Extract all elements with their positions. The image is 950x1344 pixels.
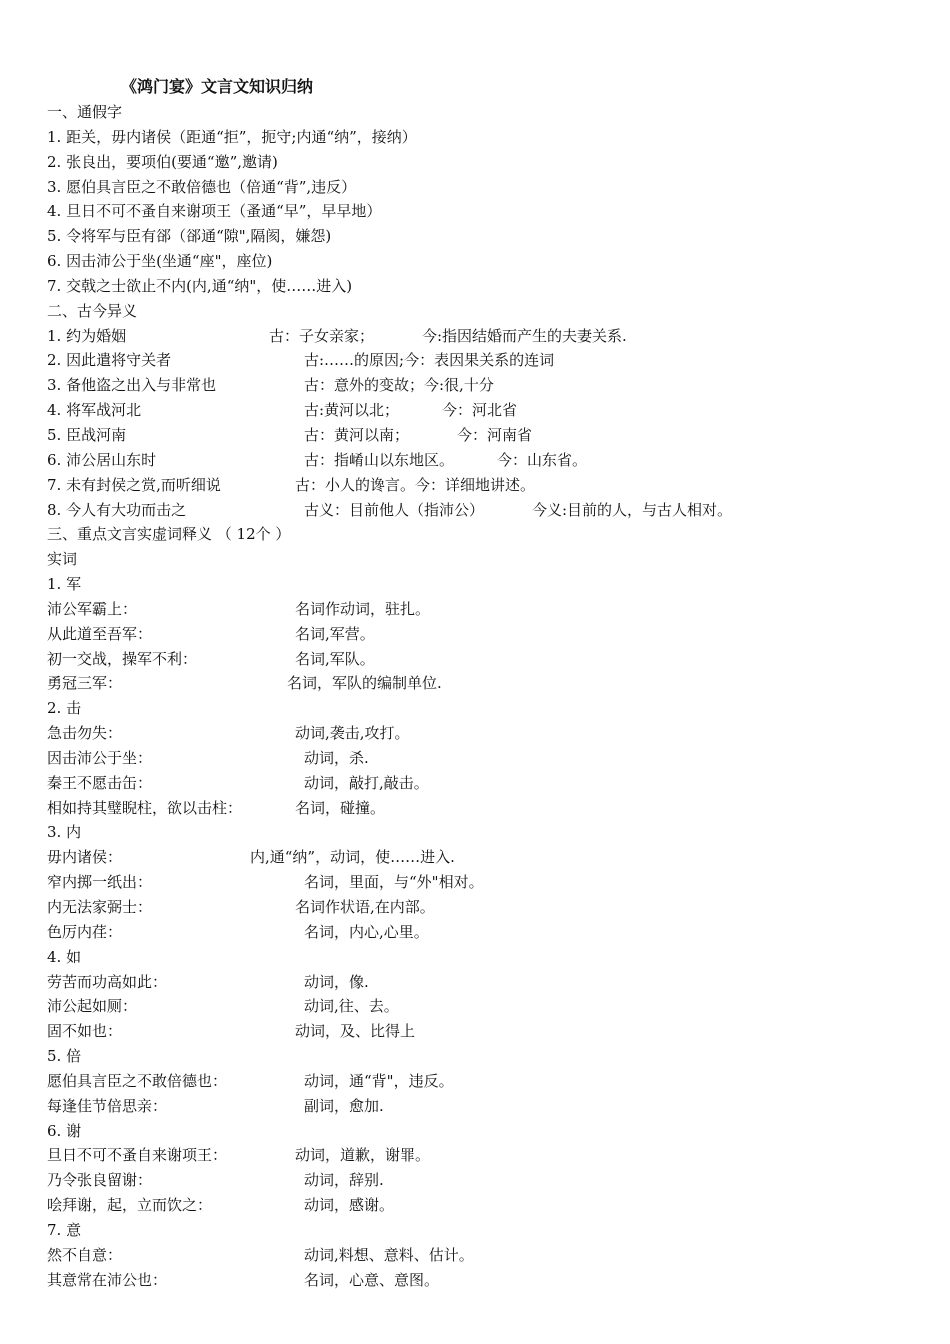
text-line <box>47 820 937 845</box>
text-line <box>47 199 937 224</box>
text-line <box>47 746 937 771</box>
line-explanation: 古：小人的谗言。今：详细地讲述。 <box>295 475 536 494</box>
line-explanation: 今义:目前的人，与古人相对。 <box>532 500 733 519</box>
line-explanation: 动词，道歉，谢罪。 <box>295 1146 431 1165</box>
line-explanation: 今：河北省 <box>442 401 518 420</box>
line-explanation: 动词,袭击,攻打。 <box>295 724 410 743</box>
line-explanation: 古：子女亲家； <box>269 326 375 345</box>
line-entry: 因击沛公于坐： <box>47 748 153 767</box>
line-explanation: 古义：目前他人（指沛公） <box>304 500 485 519</box>
document-title: 《鸿门宴》文言文知识归纳 <box>121 77 314 96</box>
text-line <box>47 324 937 349</box>
text-line <box>47 125 937 150</box>
line-explanation: 内,通“纳”，动词，使……进入. <box>250 848 455 867</box>
text-line <box>47 547 937 572</box>
text-line <box>47 597 937 622</box>
text-line <box>47 473 937 498</box>
text-line <box>47 224 937 249</box>
line-explanation: 今：山东省。 <box>497 450 588 469</box>
document-body <box>47 100 937 1293</box>
line-explanation: 古:……的原因;今：表因果关系的连词 <box>304 351 555 370</box>
text-line <box>47 721 937 746</box>
text-line <box>47 622 937 647</box>
text-line <box>47 696 937 721</box>
text-line <box>47 1044 937 1069</box>
line-entry: 三、重点文言实虚词释义 （ 12个 ） <box>47 525 291 544</box>
line-explanation: 动词，辞别. <box>304 1171 384 1190</box>
line-explanation: 古:黄河以北； <box>304 401 400 420</box>
line-entry: 沛公军霸上： <box>47 599 138 618</box>
line-entry: 6. 因击沛公于坐(坐通“座"，座位) <box>47 252 273 271</box>
line-explanation: 名词，碰撞。 <box>295 798 386 817</box>
line-entry: 1. 距关，毋内诸侯（距通“拒”，扼守;内通“纳”，接纳） <box>47 127 417 146</box>
line-entry: 2. 张良出，要项伯(要通“邀”,邀请) <box>47 152 278 171</box>
line-explanation: 动词，感谢。 <box>304 1196 395 1215</box>
line-entry: 7. 意 <box>47 1220 82 1239</box>
line-entry: 4. 旦日不可不蚤自来谢项王（蚤通“早”，早早地） <box>47 202 382 221</box>
text-line <box>47 373 937 398</box>
line-entry: 勇冠三军： <box>47 674 123 693</box>
line-explanation: 动词,往、去。 <box>304 997 399 1016</box>
line-entry: 然不自意： <box>47 1245 123 1264</box>
line-entry: 初一交战，操军不利： <box>47 649 198 668</box>
line-explanation: 古：指崤山以东地区。 <box>304 450 455 469</box>
text-line <box>47 1243 937 1268</box>
line-entry: 秦王不愿击缶： <box>47 773 153 792</box>
line-entry: 3. 备他盗之出入与非常也 <box>47 376 217 395</box>
line-explanation: 名词，心意、意图。 <box>304 1270 440 1289</box>
line-entry: 急击勿失： <box>47 724 123 743</box>
line-explanation: 动词,料想、意料、估计。 <box>304 1245 474 1264</box>
line-entry: 旦日不可不蚤自来谢项王： <box>47 1146 228 1165</box>
text-line <box>47 448 937 473</box>
text-line <box>47 970 937 995</box>
text-line <box>47 994 937 1019</box>
text-line <box>47 1094 937 1119</box>
text-line <box>47 175 937 200</box>
line-explanation: 动词，及、比得上 <box>295 1022 416 1041</box>
line-entry: 沛公起如厕： <box>47 997 138 1016</box>
line-entry: 窄内掷一纸出： <box>47 873 153 892</box>
line-explanation: 名词作状语,在内部。 <box>295 898 435 916</box>
line-entry: 6. 谢 <box>47 1121 82 1140</box>
text-line <box>47 150 937 175</box>
text-line <box>47 671 937 696</box>
line-entry: 实词 <box>47 550 78 569</box>
line-entry: 3. 内 <box>47 823 82 842</box>
text-line <box>47 845 937 870</box>
line-entry: 二、古今异义 <box>47 301 138 320</box>
text-line <box>47 870 937 895</box>
line-entry: 5. 令将军与臣有郤（郤通“隙",隔阂，嫌怨) <box>47 227 332 246</box>
text-line <box>47 572 937 597</box>
line-entry: 毋内诸侯： <box>47 848 123 867</box>
text-line <box>47 348 937 373</box>
line-explanation: 名词,军队。 <box>295 649 375 668</box>
line-entry: 一、通假字 <box>47 103 123 121</box>
text-line <box>47 920 937 945</box>
line-explanation: 名词作动词，驻扎。 <box>295 599 431 618</box>
line-entry: 愿伯具言臣之不敢倍德也： <box>47 1071 228 1090</box>
line-entry: 8. 今人有大功而击之 <box>47 500 187 519</box>
line-entry: 从此道至吾军： <box>47 624 153 643</box>
text-line <box>47 1193 937 1218</box>
line-explanation: 动词，像. <box>304 972 369 991</box>
text-line <box>47 1069 937 1094</box>
line-entry: 5. 臣战河南 <box>47 425 127 444</box>
line-entry: 1. 约为婚姻 <box>47 326 127 345</box>
line-entry: 5. 倍 <box>47 1047 82 1066</box>
line-entry: 其意常在沛公也： <box>47 1270 168 1289</box>
text-line <box>47 249 937 274</box>
line-explanation: 名词，内心,心里。 <box>304 922 429 941</box>
text-line <box>47 498 937 523</box>
text-line <box>47 945 937 970</box>
line-entry: 4. 如 <box>47 947 82 966</box>
line-entry: 4. 将军战河北 <box>47 401 142 420</box>
line-explanation: 今:指因结婚而产生的夫妻关系. <box>422 326 627 345</box>
text-line <box>47 895 937 920</box>
line-entry: 每逢佳节倍思亲： <box>47 1096 168 1115</box>
line-explanation: 动词，杀. <box>304 748 369 767</box>
text-line <box>47 398 937 423</box>
line-entry: 1. 军 <box>47 575 82 594</box>
text-line <box>47 423 937 448</box>
text-line <box>47 1268 937 1293</box>
text-line <box>47 100 937 125</box>
line-entry: 7. 交戟之士欲止不内(内,通“纳"，使……进入) <box>47 276 353 295</box>
text-line <box>47 1143 937 1168</box>
line-explanation: 动词，通“背"，违反。 <box>304 1071 454 1090</box>
line-entry: 乃令张良留谢： <box>47 1171 153 1190</box>
line-entry: 内无法家弼士： <box>47 898 153 916</box>
line-entry: 6. 沛公居山东时 <box>47 450 157 469</box>
text-line <box>47 1168 937 1193</box>
line-entry: 劳苦而功高如此： <box>47 972 168 991</box>
line-explanation: 古：黄河以南； <box>304 425 410 444</box>
line-explanation: 副词，愈加. <box>304 1096 384 1115</box>
text-line <box>47 647 937 672</box>
text-line <box>47 1019 937 1044</box>
line-entry: 7. 未有封侯之赏,而听细说 <box>47 475 221 494</box>
line-explanation: 古：意外的变故；今:很,十分 <box>304 376 494 395</box>
line-entry: 2. 击 <box>47 699 82 718</box>
line-explanation: 名词，军队的编制单位. <box>287 674 442 693</box>
text-line <box>47 274 937 299</box>
line-explanation: 动词，敲打,敲击。 <box>304 773 429 792</box>
text-line <box>47 299 937 324</box>
line-entry: 2. 因此遣将守关者 <box>47 351 172 370</box>
line-explanation: 名词，里面，与“外"相对。 <box>304 873 484 892</box>
line-entry: 色厉内荏： <box>47 922 123 941</box>
line-explanation: 今：河南省 <box>457 425 533 444</box>
line-entry: 相如持其璧睨柱，欲以击柱： <box>47 798 243 817</box>
line-entry: 固不如也： <box>47 1022 123 1041</box>
text-line <box>47 1218 937 1243</box>
line-explanation: 名词,军营。 <box>295 624 375 643</box>
line-entry: 哙拜谢，起，立而饮之： <box>47 1196 213 1215</box>
text-line <box>47 522 937 547</box>
text-line <box>47 796 937 821</box>
line-entry: 3. 愿伯具言臣之不敢倍德也（倍通“背”,违反） <box>47 177 357 196</box>
text-line <box>47 1119 937 1144</box>
text-line <box>47 771 937 796</box>
